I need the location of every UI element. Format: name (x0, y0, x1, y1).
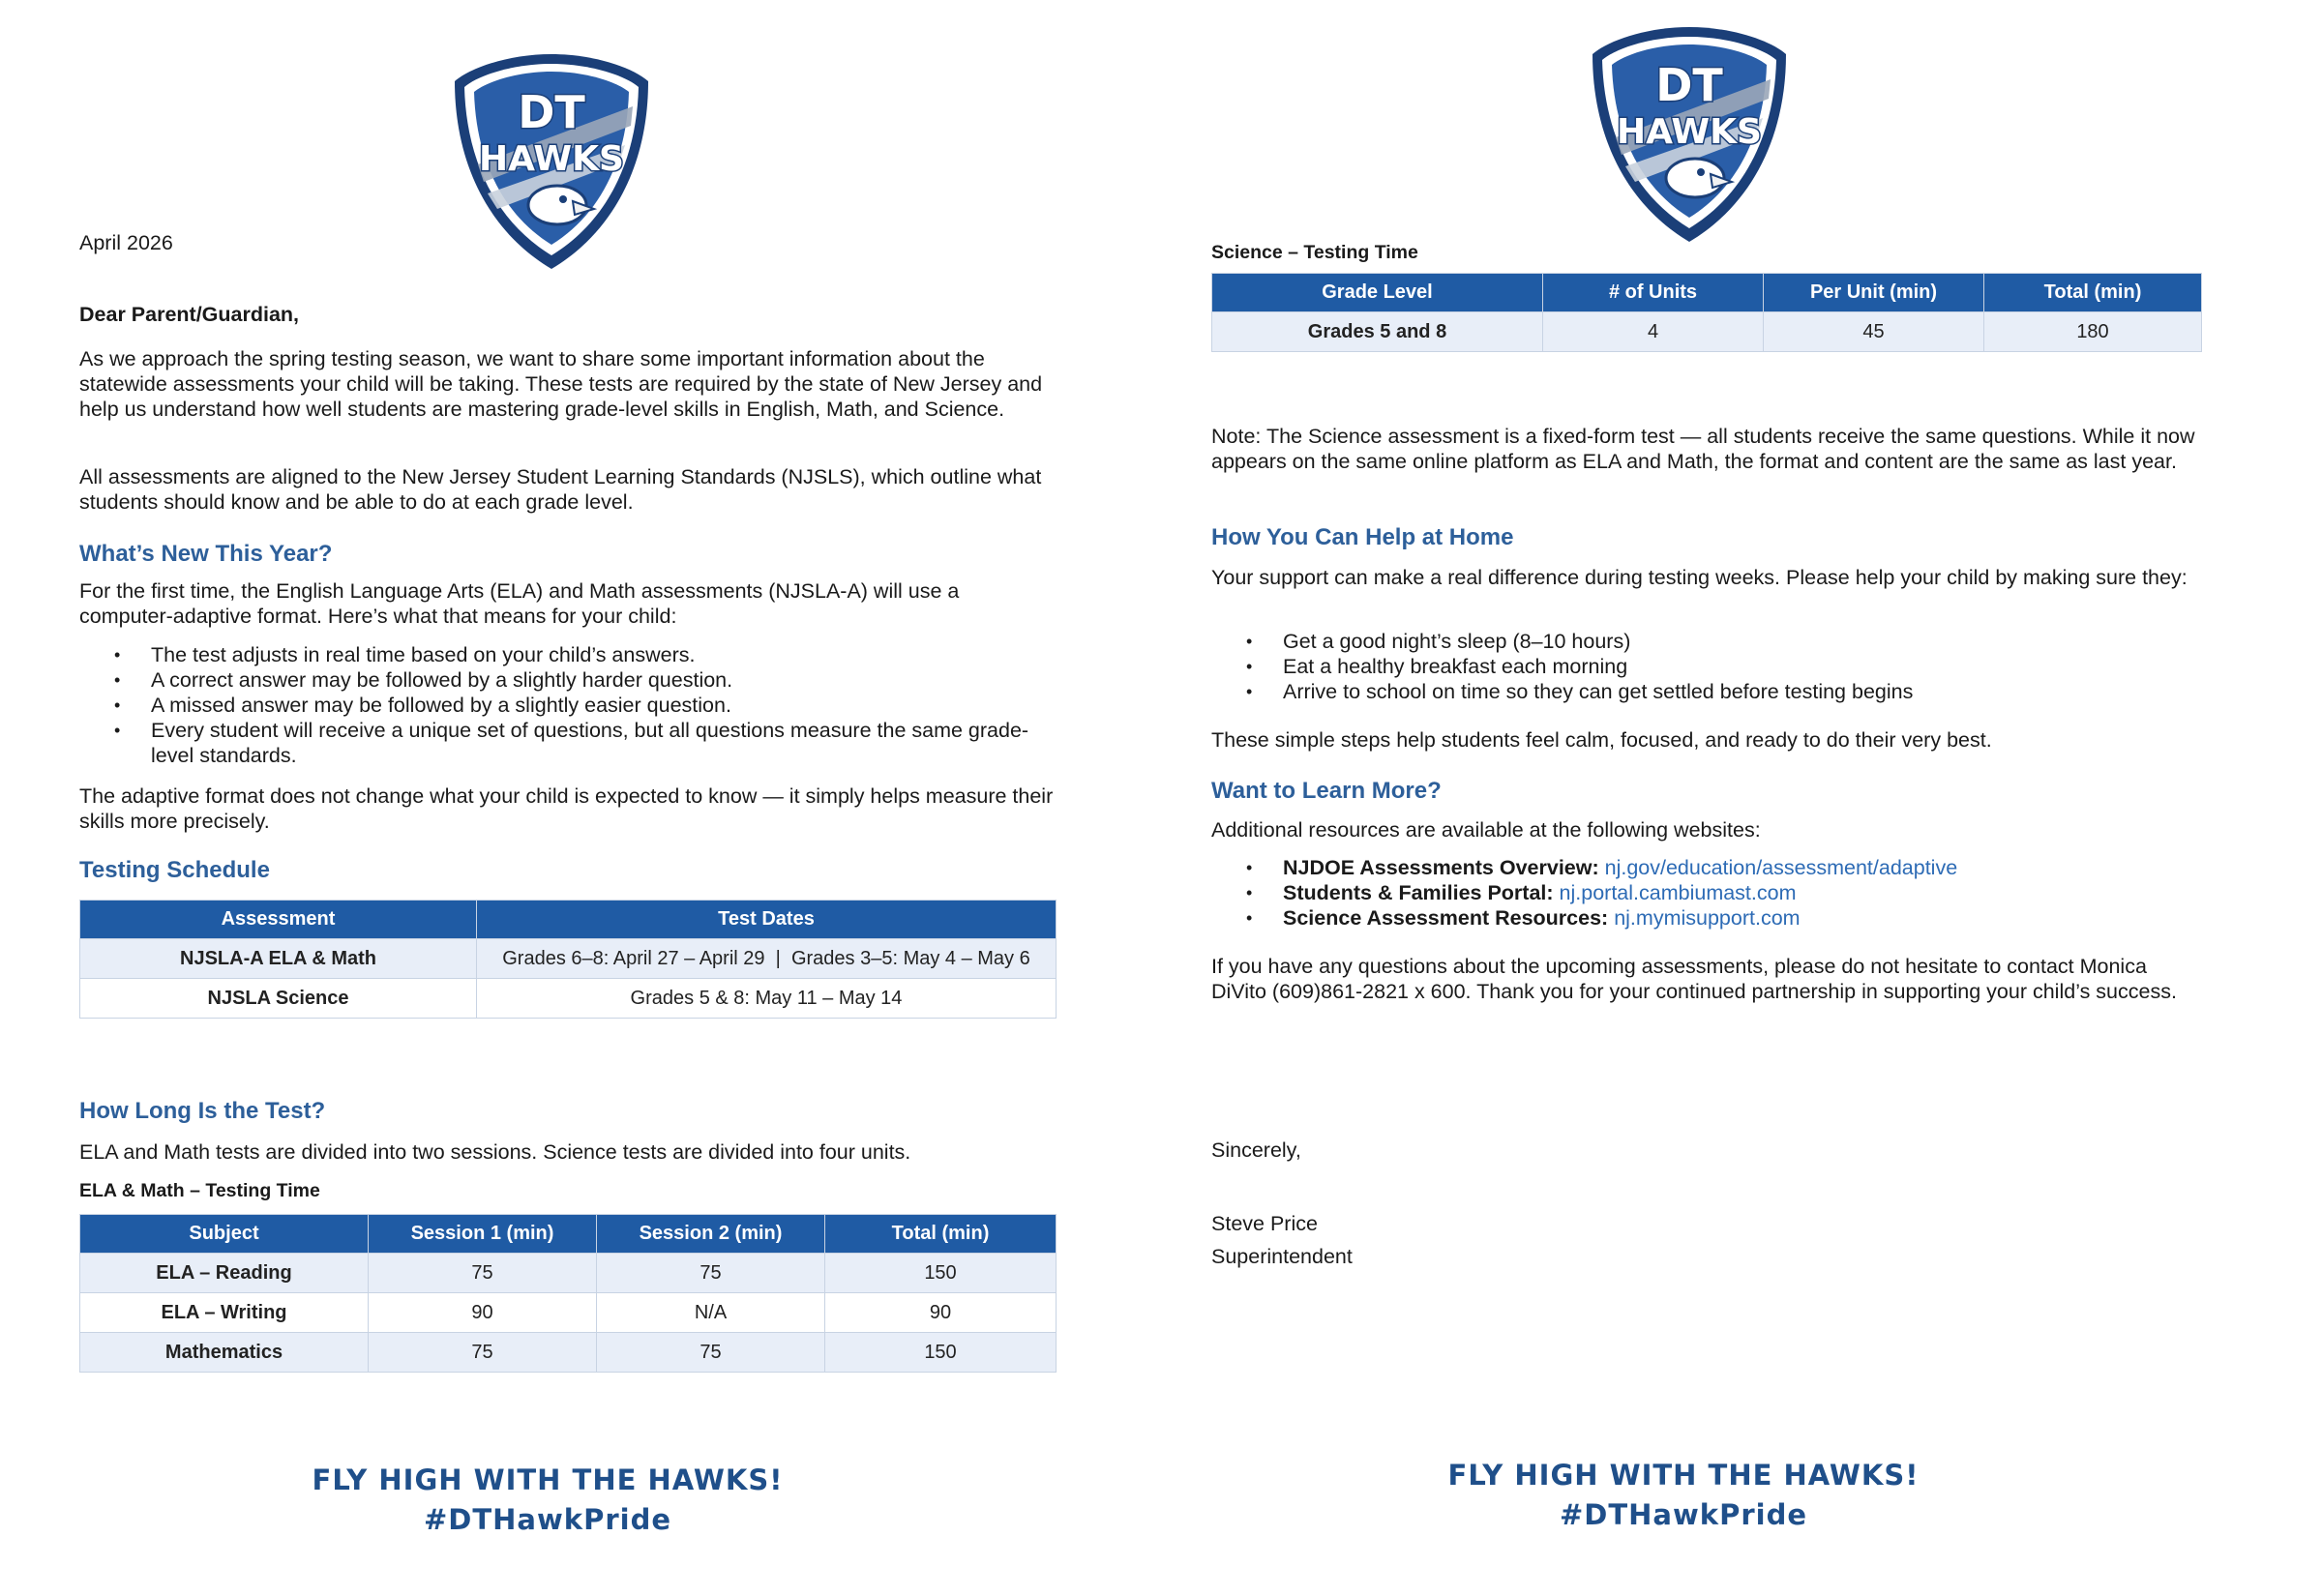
letter-page-1 (0, 0, 1142, 1596)
table-row (80, 1254, 1057, 1293)
column-header: Total (min) (1984, 274, 2202, 312)
how-long-paragraph: ELA and Math tests are divided into two sessions. Science tests are divided into four units. (79, 1140, 911, 1164)
resource-links-list (1211, 855, 2198, 931)
help-paragraph: Your support can make a real difference during testing weeks. Please help your child by making sure they: (1211, 566, 2188, 589)
table-cell: ELA – Writing (80, 1293, 369, 1333)
footer-line-1: FLY HIGH WITH THE HAWKS! (312, 1463, 784, 1496)
njdoe-link[interactable]: nj.gov/education/assessment/adaptive (1604, 856, 1958, 879)
signer-name: Steve Price (1211, 1212, 1318, 1235)
portal-link[interactable]: nj.portal.cambiumast.com (1559, 881, 1797, 904)
science-resources-link[interactable]: nj.mymisupport.com (1614, 906, 1801, 930)
ela-math-testing-time-table (79, 1214, 1057, 1373)
help-list (1211, 629, 2198, 704)
footer-line-1: FLY HIGH WITH THE HAWKS! (1447, 1459, 1920, 1492)
how-long-heading: How Long Is the Test? (79, 1098, 326, 1124)
column-header: Subject (80, 1215, 369, 1254)
science-note: Note: The Science assessment is a fixed-form test — all students receive the same questions. While it now appears on the same online platform as ELA and Math, the format and content are the same as last year. (1211, 425, 2195, 473)
table-cell: 150 (825, 1333, 1057, 1373)
signoff: Sincerely, (1211, 1138, 1301, 1162)
list-item: • The test adjusts in real time based on your child’s answers. (151, 642, 1057, 667)
table-cell: 75 (597, 1333, 825, 1373)
list-item (1283, 855, 2198, 880)
letter-date: April 2026 (79, 231, 173, 254)
list-item: • Arrive to school on time so they can get settled before testing begins (1283, 679, 2198, 704)
table-cell: ELA – Reading (80, 1254, 369, 1293)
table-row (1212, 312, 2202, 352)
salutation: Dear Parent/Guardian, (79, 303, 300, 326)
table-cell: Grades 6–8: April 27 – April 29 | Grades 3–5: May 4 – May 6 (477, 939, 1057, 979)
whats-new-paragraph: For the first time, the English Language Arts (ELA) and Math assessments (NJSLA-A) will use a computer-adaptive format. Here’s what that means for your child: (79, 579, 960, 628)
help-at-home-heading: How You Can Help at Home (1211, 524, 1514, 550)
table-cell: 75 (597, 1254, 825, 1293)
table-cell: 150 (825, 1254, 1057, 1293)
table-cell: 90 (825, 1293, 1057, 1333)
intro-paragraph-2: All assessments are aligned to the New Jersey Student Learning Standards (NJSLS), which outline what students should know and be able to do at each grade level. (79, 465, 1042, 514)
column-header: Assessment (80, 901, 477, 939)
list-item: • Eat a healthy breakfast each morning (1283, 654, 2198, 679)
list-item: • Get a good night’s sleep (8–10 hours) (1283, 629, 2198, 654)
ela-math-table-title: ELA & Math – Testing Time (79, 1180, 320, 1201)
table-cell: 75 (369, 1254, 597, 1293)
table-cell: 180 (1984, 312, 2202, 352)
testing-schedule-heading: Testing Schedule (79, 857, 270, 883)
science-testing-time-table (1211, 273, 2202, 352)
help-closing: These simple steps help students feel calm, focused, and ready to do their very best. (1211, 728, 1992, 752)
hawk-shield-icon (1587, 21, 1792, 246)
signer-title: Superintendent (1211, 1245, 1353, 1268)
table-row (80, 1333, 1057, 1373)
learn-more-paragraph: Additional resources are available at the following websites: (1211, 818, 1761, 842)
table-cell: 45 (1764, 312, 1984, 352)
list-item: • A correct answer may be followed by a slightly harder question. (151, 667, 1057, 693)
table-cell: NJSLA Science (80, 979, 477, 1019)
column-header: Grade Level (1212, 274, 1543, 312)
table-header-row (80, 901, 1057, 939)
column-header: Per Unit (min) (1764, 274, 1984, 312)
column-header: Session 1 (min) (369, 1215, 597, 1254)
footer-slogan (64, 1461, 1031, 1540)
table-cell: Mathematics (80, 1333, 369, 1373)
table-row (80, 1293, 1057, 1333)
column-header: Session 2 (min) (597, 1215, 825, 1254)
table-cell: 75 (369, 1333, 597, 1373)
resource-label: NJDOE Assessments Overview: (1283, 856, 1599, 879)
intro-paragraph-1: As we approach the spring testing season, we want to share some important information about the statewide assessments your child will be taking. These tests are required by the state of New Jersey and help us understand how well students are mastering grade-level skills in English, Math, and Science. (79, 347, 1043, 421)
whats-new-list (79, 642, 1057, 768)
table-header-row (1212, 274, 2202, 312)
testing-schedule-table (79, 900, 1057, 1019)
list-item: • Every student will receive a unique set of questions, but all questions measure the same grade-level standards. (151, 718, 1057, 768)
science-table-title: Science – Testing Time (1211, 242, 1418, 263)
adaptive-closing-paragraph: The adaptive format does not change what your child is expected to know — it simply helps measure their skills more precisely. (79, 784, 1054, 833)
column-header: # of Units (1543, 274, 1764, 312)
footer-hashtag: #DTHawkPride (1560, 1498, 1807, 1531)
column-header: Test Dates (477, 901, 1057, 939)
table-cell: 90 (369, 1293, 597, 1333)
table-row (80, 939, 1057, 979)
table-cell: Grades 5 & 8: May 11 – May 14 (477, 979, 1057, 1019)
list-item (1283, 880, 2198, 905)
table-header-row (80, 1215, 1057, 1254)
contact-paragraph: If you have any questions about the upcoming assessments, please do not hesitate to contact Monica DiVito (609)861-2821 x 600. Thank you for your continued partnership in supporting your child’s success. (1211, 955, 2177, 1003)
table-row (80, 979, 1057, 1019)
resource-label: Science Assessment Resources: (1283, 906, 1609, 930)
table-cell: N/A (597, 1293, 825, 1333)
learn-more-heading: Want to Learn More? (1211, 778, 1442, 804)
letter-page-2 (1142, 0, 2322, 1596)
footer-hashtag: #DTHawkPride (424, 1503, 671, 1536)
list-item: • A missed answer may be followed by a slightly easier question. (151, 693, 1057, 718)
list-item (1283, 905, 2198, 931)
table-cell: 4 (1543, 312, 1764, 352)
footer-slogan (1142, 1456, 2225, 1535)
table-cell: Grades 5 and 8 (1212, 312, 1543, 352)
resource-label: Students & Families Portal: (1283, 881, 1554, 904)
whats-new-heading: What’s New This Year? (79, 541, 333, 567)
table-cell: NJSLA-A ELA & Math (80, 939, 477, 979)
column-header: Total (min) (825, 1215, 1057, 1254)
